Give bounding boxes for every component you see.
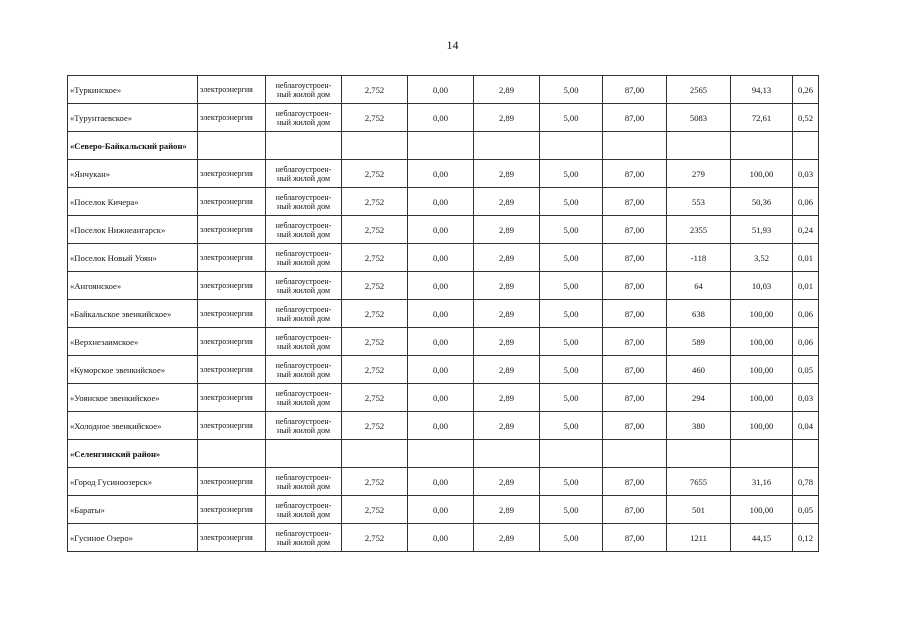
value-cell-6: 2355 — [667, 216, 731, 244]
housing-type-line-2: ный жилой дом — [277, 229, 330, 239]
value-cell-3: 2,89 — [474, 188, 540, 216]
value-cell-2: 0,00 — [408, 244, 474, 272]
housing-type — [266, 412, 342, 440]
value-cell-8: 0,78 — [793, 468, 819, 496]
value-cell-3: 2,89 — [474, 384, 540, 412]
housing-type — [266, 76, 342, 104]
value-cell-8: 0,04 — [793, 412, 819, 440]
value-cell-1: 2,752 — [342, 328, 408, 356]
value-cell-1: 2,752 — [342, 76, 408, 104]
value-cell-1: 2,752 — [342, 524, 408, 552]
housing-type-line-2: ный жилой дом — [277, 341, 330, 351]
empty-cell — [198, 440, 266, 468]
empty-cell — [408, 132, 474, 160]
value-cell-5: 87,00 — [603, 468, 667, 496]
housing-type-line-2: ный жилой дом — [277, 397, 330, 407]
energy-type: электроэнергия — [198, 524, 266, 552]
value-cell-3: 2,89 — [474, 524, 540, 552]
value-cell-5: 87,00 — [603, 216, 667, 244]
value-cell-1: 2,752 — [342, 244, 408, 272]
empty-cell — [540, 440, 603, 468]
value-cell-7: 100,00 — [731, 496, 793, 524]
value-cell-2: 0,00 — [408, 412, 474, 440]
value-cell-1: 2,752 — [342, 216, 408, 244]
value-cell-1: 2,752 — [342, 160, 408, 188]
energy-type: электроэнергия — [198, 76, 266, 104]
value-cell-4: 5,00 — [540, 496, 603, 524]
housing-type-line-2: ный жилой дом — [277, 369, 330, 379]
table-row — [68, 272, 819, 300]
settlement-name: «Янчукан» — [68, 160, 198, 188]
value-cell-1: 2,752 — [342, 412, 408, 440]
value-cell-4: 5,00 — [540, 356, 603, 384]
housing-type — [266, 496, 342, 524]
energy-type: электроэнергия — [198, 216, 266, 244]
housing-type-line-2: ный жилой дом — [277, 117, 330, 127]
housing-type-line-2: ный жилой дом — [277, 285, 330, 295]
settlement-name: «Город Гусиноозерск» — [68, 468, 198, 496]
value-cell-2: 0,00 — [408, 468, 474, 496]
housing-type — [266, 188, 342, 216]
housing-type-line-1: неблагоустроен- — [275, 500, 332, 510]
housing-type — [266, 216, 342, 244]
value-cell-7: 100,00 — [731, 328, 793, 356]
value-cell-3: 2,89 — [474, 104, 540, 132]
value-cell-1: 2,752 — [342, 300, 408, 328]
value-cell-6: 553 — [667, 188, 731, 216]
tariff-table — [67, 75, 819, 552]
value-cell-2: 0,00 — [408, 216, 474, 244]
value-cell-2: 0,00 — [408, 496, 474, 524]
empty-cell — [603, 132, 667, 160]
value-cell-3: 2,89 — [474, 468, 540, 496]
empty-cell — [408, 440, 474, 468]
settlement-name: «Уоянское эвенкийское» — [68, 384, 198, 412]
settlement-name: «Бараты» — [68, 496, 198, 524]
value-cell-5: 87,00 — [603, 300, 667, 328]
housing-type-line-2: ный жилой дом — [277, 201, 330, 211]
housing-type-line-2: ный жилой дом — [277, 313, 330, 323]
energy-type: электроэнергия — [198, 300, 266, 328]
housing-type-line-2: ный жилой дом — [277, 89, 330, 99]
table-row — [68, 384, 819, 412]
energy-type: электроэнергия — [198, 244, 266, 272]
page-number: 14 — [446, 38, 459, 52]
value-cell-1: 2,752 — [342, 468, 408, 496]
value-cell-8: 0,26 — [793, 76, 819, 104]
value-cell-8: 0,06 — [793, 300, 819, 328]
empty-cell — [731, 440, 793, 468]
value-cell-6: 64 — [667, 272, 731, 300]
housing-type-line-1: неблагоустроен- — [275, 332, 332, 342]
section-title: «Селенгинский район» — [68, 440, 198, 468]
housing-type-line-2: ный жилой дом — [277, 173, 330, 183]
value-cell-4: 5,00 — [540, 216, 603, 244]
settlement-name: «Ангоянское» — [68, 272, 198, 300]
value-cell-5: 87,00 — [603, 328, 667, 356]
value-cell-5: 87,00 — [603, 496, 667, 524]
empty-cell — [266, 132, 342, 160]
value-cell-7: 100,00 — [731, 384, 793, 412]
value-cell-4: 5,00 — [540, 300, 603, 328]
value-cell-4: 5,00 — [540, 188, 603, 216]
value-cell-8: 0,12 — [793, 524, 819, 552]
value-cell-7: 94,13 — [731, 76, 793, 104]
value-cell-7: 51,93 — [731, 216, 793, 244]
value-cell-5: 87,00 — [603, 104, 667, 132]
value-cell-1: 2,752 — [342, 272, 408, 300]
settlement-name: «Поселок Кичера» — [68, 188, 198, 216]
value-cell-7: 31,16 — [731, 468, 793, 496]
empty-cell — [198, 132, 266, 160]
housing-type-line-2: ный жилой дом — [277, 509, 330, 519]
table-row — [68, 496, 819, 524]
housing-type-line-2: ный жилой дом — [277, 425, 330, 435]
settlement-name: «Холодное эвенкийское» — [68, 412, 198, 440]
value-cell-8: 0,52 — [793, 104, 819, 132]
value-cell-3: 2,89 — [474, 328, 540, 356]
empty-cell — [603, 440, 667, 468]
value-cell-1: 2,752 — [342, 188, 408, 216]
value-cell-2: 0,00 — [408, 328, 474, 356]
housing-type-line-1: неблагоустроен- — [275, 108, 332, 118]
value-cell-7: 100,00 — [731, 412, 793, 440]
value-cell-6: 294 — [667, 384, 731, 412]
value-cell-3: 2,89 — [474, 272, 540, 300]
settlement-name: «Поселок Нижнеангарск» — [68, 216, 198, 244]
settlement-name: «Байкальское эвенкийское» — [68, 300, 198, 328]
value-cell-6: 638 — [667, 300, 731, 328]
value-cell-3: 2,89 — [474, 300, 540, 328]
housing-type — [266, 468, 342, 496]
value-cell-7: 72,61 — [731, 104, 793, 132]
value-cell-3: 2,89 — [474, 496, 540, 524]
value-cell-5: 87,00 — [603, 76, 667, 104]
housing-type-line-1: неблагоустроен- — [275, 220, 332, 230]
value-cell-3: 2,89 — [474, 356, 540, 384]
value-cell-5: 87,00 — [603, 244, 667, 272]
value-cell-7: 100,00 — [731, 356, 793, 384]
value-cell-5: 87,00 — [603, 384, 667, 412]
value-cell-2: 0,00 — [408, 188, 474, 216]
value-cell-4: 5,00 — [540, 76, 603, 104]
empty-cell — [474, 440, 540, 468]
value-cell-6: -118 — [667, 244, 731, 272]
value-cell-5: 87,00 — [603, 524, 667, 552]
housing-type-line-1: неблагоустроен- — [275, 304, 332, 314]
value-cell-2: 0,00 — [408, 384, 474, 412]
value-cell-1: 2,752 — [342, 384, 408, 412]
value-cell-6: 380 — [667, 412, 731, 440]
energy-type: электроэнергия — [198, 468, 266, 496]
value-cell-4: 5,00 — [540, 412, 603, 440]
settlement-name: «Гусиное Озеро» — [68, 524, 198, 552]
value-cell-8: 0,06 — [793, 188, 819, 216]
settlement-name: «Туркинское» — [68, 76, 198, 104]
value-cell-4: 5,00 — [540, 104, 603, 132]
value-cell-7: 100,00 — [731, 300, 793, 328]
empty-cell — [540, 132, 603, 160]
value-cell-1: 2,752 — [342, 496, 408, 524]
energy-type: электроэнергия — [198, 272, 266, 300]
empty-cell — [793, 132, 819, 160]
value-cell-6: 7655 — [667, 468, 731, 496]
settlement-name: «Поселок Новый Уоян» — [68, 244, 198, 272]
table-row — [68, 160, 819, 188]
value-cell-7: 3,52 — [731, 244, 793, 272]
value-cell-3: 2,89 — [474, 160, 540, 188]
value-cell-8: 0,05 — [793, 356, 819, 384]
value-cell-5: 87,00 — [603, 412, 667, 440]
table-body — [68, 76, 819, 552]
value-cell-6: 5083 — [667, 104, 731, 132]
housing-type — [266, 524, 342, 552]
value-cell-1: 2,752 — [342, 104, 408, 132]
housing-type-line-1: неблагоустроен- — [275, 360, 332, 370]
value-cell-4: 5,00 — [540, 384, 603, 412]
energy-type: электроэнергия — [198, 496, 266, 524]
empty-cell — [342, 440, 408, 468]
energy-type: электроэнергия — [198, 384, 266, 412]
settlement-name: «Куморское эвенкийское» — [68, 356, 198, 384]
value-cell-6: 1211 — [667, 524, 731, 552]
value-cell-3: 2,89 — [474, 216, 540, 244]
value-cell-8: 0,03 — [793, 384, 819, 412]
value-cell-2: 0,00 — [408, 524, 474, 552]
value-cell-8: 0,01 — [793, 244, 819, 272]
empty-cell — [342, 132, 408, 160]
value-cell-4: 5,00 — [540, 160, 603, 188]
value-cell-6: 279 — [667, 160, 731, 188]
section-row — [68, 440, 819, 468]
energy-type: электроэнергия — [198, 160, 266, 188]
table-row — [68, 76, 819, 104]
settlement-name: «Турунтаевское» — [68, 104, 198, 132]
energy-type: электроэнергия — [198, 104, 266, 132]
housing-type — [266, 384, 342, 412]
value-cell-6: 501 — [667, 496, 731, 524]
value-cell-5: 87,00 — [603, 356, 667, 384]
value-cell-1: 2,752 — [342, 356, 408, 384]
housing-type-line-1: неблагоустроен- — [275, 164, 332, 174]
table-row — [68, 216, 819, 244]
empty-cell — [793, 440, 819, 468]
value-cell-3: 2,89 — [474, 244, 540, 272]
value-cell-2: 0,00 — [408, 300, 474, 328]
value-cell-7: 44,15 — [731, 524, 793, 552]
housing-type — [266, 272, 342, 300]
value-cell-7: 50,36 — [731, 188, 793, 216]
value-cell-2: 0,00 — [408, 104, 474, 132]
table-row — [68, 524, 819, 552]
value-cell-8: 0,24 — [793, 216, 819, 244]
table-row — [68, 468, 819, 496]
housing-type — [266, 300, 342, 328]
section-title: «Северо-Байкальский район» — [68, 132, 198, 160]
section-row — [68, 132, 819, 160]
housing-type-line-1: неблагоустроен- — [275, 192, 332, 202]
table-row — [68, 300, 819, 328]
housing-type-line-1: неблагоустроен- — [275, 416, 332, 426]
empty-cell — [667, 440, 731, 468]
housing-type-line-1: неблагоустроен- — [275, 80, 332, 90]
empty-cell — [474, 132, 540, 160]
value-cell-8: 0,06 — [793, 328, 819, 356]
empty-cell — [731, 132, 793, 160]
housing-type-line-2: ный жилой дом — [277, 537, 330, 547]
housing-type-line-2: ный жилой дом — [277, 257, 330, 267]
value-cell-2: 0,00 — [408, 76, 474, 104]
housing-type-line-1: неблагоустроен- — [275, 248, 332, 258]
value-cell-3: 2,89 — [474, 76, 540, 104]
housing-type — [266, 104, 342, 132]
housing-type — [266, 160, 342, 188]
value-cell-8: 0,01 — [793, 272, 819, 300]
housing-type-line-1: неблагоустроен- — [275, 472, 332, 482]
table-row — [68, 356, 819, 384]
energy-type: электроэнергия — [198, 188, 266, 216]
value-cell-7: 100,00 — [731, 160, 793, 188]
value-cell-2: 0,00 — [408, 160, 474, 188]
energy-type: электроэнергия — [198, 356, 266, 384]
table-row — [68, 328, 819, 356]
value-cell-5: 87,00 — [603, 272, 667, 300]
value-cell-4: 5,00 — [540, 244, 603, 272]
value-cell-7: 10,03 — [731, 272, 793, 300]
settlement-name: «Верхнезаимское» — [68, 328, 198, 356]
table-row — [68, 188, 819, 216]
value-cell-4: 5,00 — [540, 524, 603, 552]
value-cell-4: 5,00 — [540, 468, 603, 496]
empty-cell — [266, 440, 342, 468]
value-cell-5: 87,00 — [603, 188, 667, 216]
housing-type — [266, 356, 342, 384]
energy-type: электроэнергия — [198, 412, 266, 440]
table-row — [68, 104, 819, 132]
value-cell-4: 5,00 — [540, 328, 603, 356]
housing-type-line-1: неблагоустроен- — [275, 528, 332, 538]
housing-type-line-1: неблагоустроен- — [275, 276, 332, 286]
value-cell-3: 2,89 — [474, 412, 540, 440]
housing-type — [266, 244, 342, 272]
value-cell-2: 0,00 — [408, 356, 474, 384]
value-cell-8: 0,05 — [793, 496, 819, 524]
value-cell-6: 2565 — [667, 76, 731, 104]
table-row — [68, 244, 819, 272]
housing-type-line-2: ный жилой дом — [277, 481, 330, 491]
value-cell-8: 0,03 — [793, 160, 819, 188]
energy-type: электроэнергия — [198, 328, 266, 356]
value-cell-4: 5,00 — [540, 272, 603, 300]
table-row — [68, 412, 819, 440]
housing-type — [266, 328, 342, 356]
empty-cell — [667, 132, 731, 160]
value-cell-5: 87,00 — [603, 160, 667, 188]
value-cell-2: 0,00 — [408, 272, 474, 300]
value-cell-6: 589 — [667, 328, 731, 356]
value-cell-6: 460 — [667, 356, 731, 384]
housing-type-line-1: неблагоустроен- — [275, 388, 332, 398]
